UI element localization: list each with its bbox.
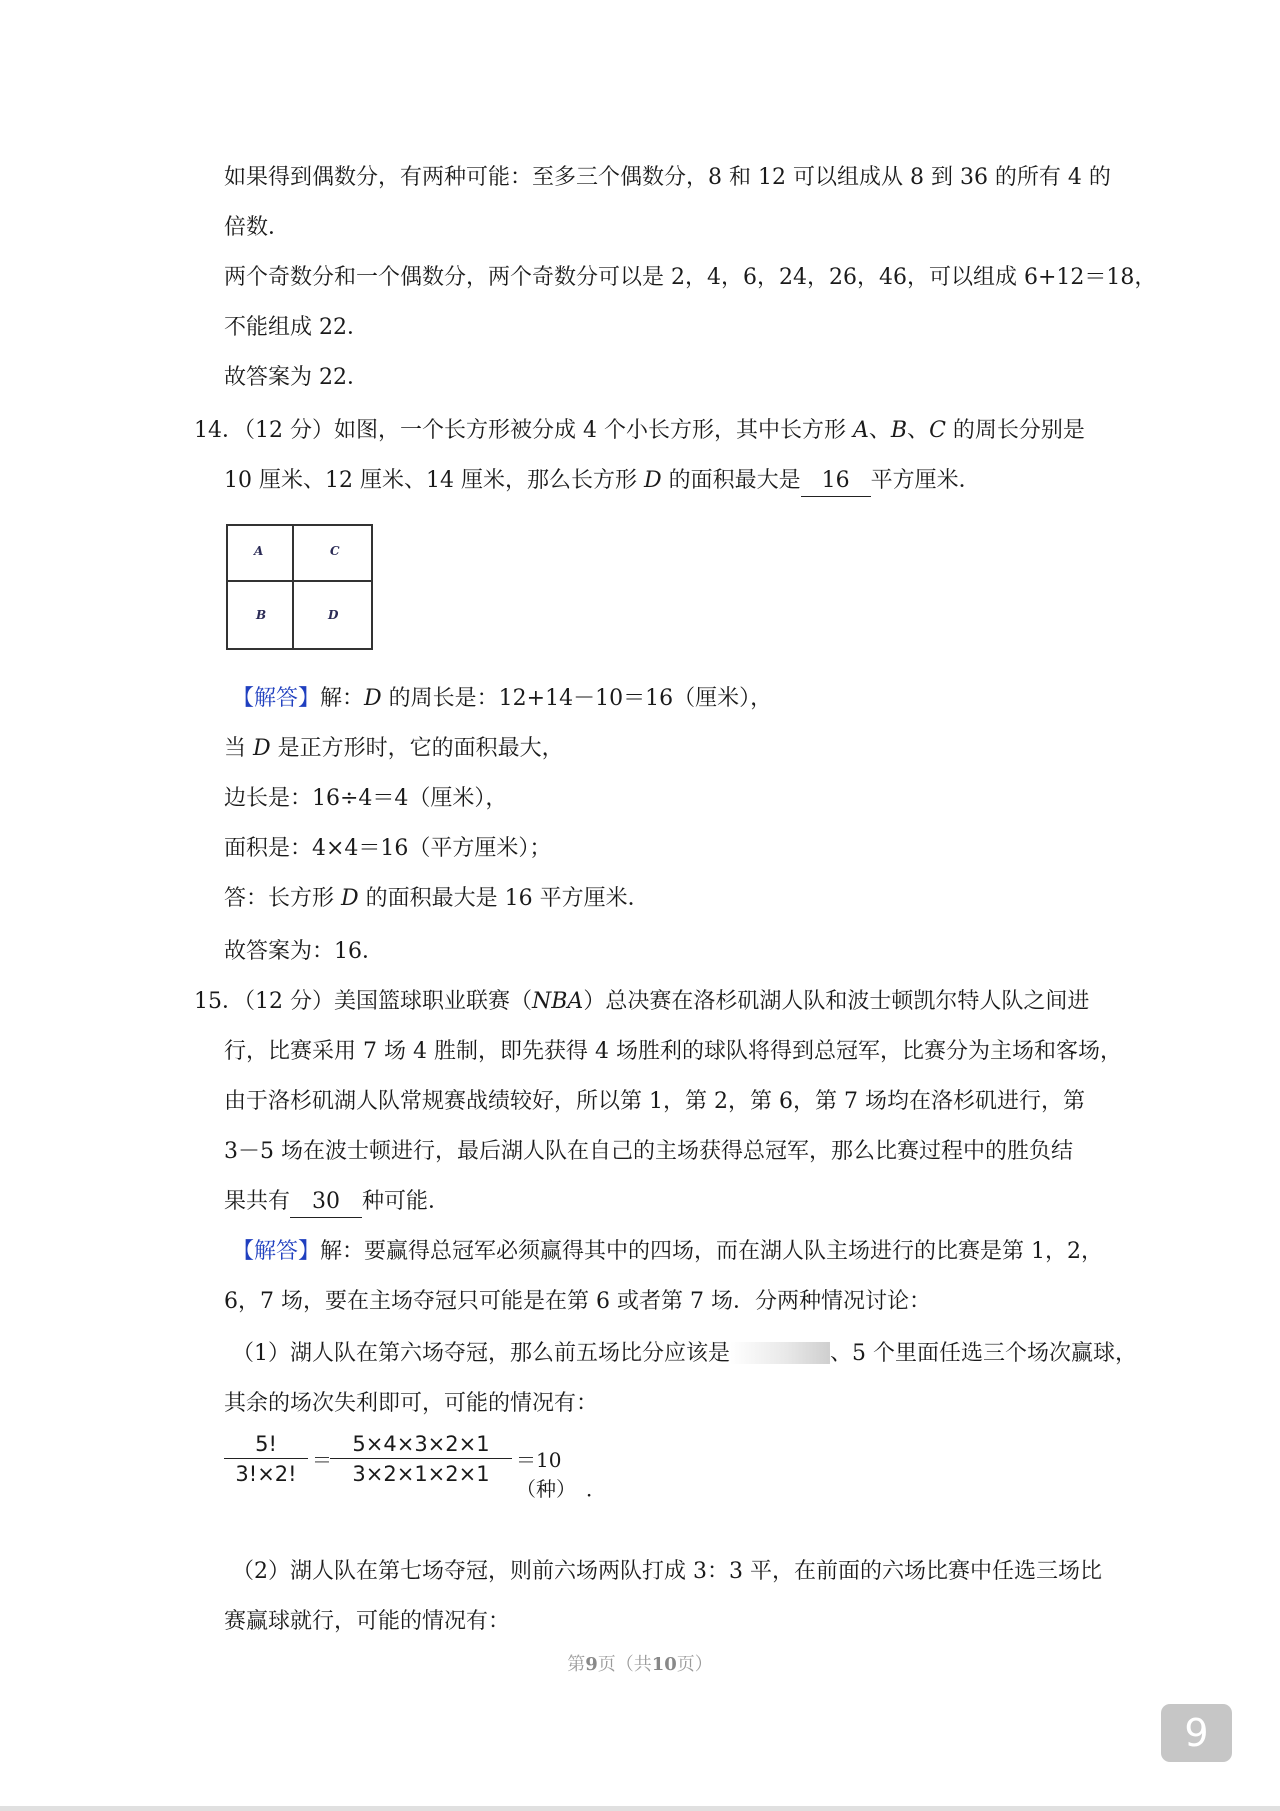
solution-line: 故答案为：16． <box>224 939 384 964</box>
solution-line: 6，7 场，要在主场夺冠只可能是在第 6 或者第 7 场．分两种情况讨论： <box>224 1289 931 1314</box>
question-14-stem: 14．（12 分）如图，一个长方形被分成 4 个小长方形，其中长方形 A、B、C 的周长分别是 <box>194 418 1085 443</box>
text-line: 果共有 30 种可能． <box>224 1187 1090 1218</box>
text-line: 如果得到偶数分，有两种可能：至多三个偶数分，8 和 12 可以组成从 8 到 36 的所有 4 的 <box>224 165 1111 190</box>
question-15-stem: 15．（12 分）美国篮球职业联赛（NBA）总决赛在洛杉矶湖人队和波士顿凯尔特人队之间进 <box>194 989 1090 1014</box>
text-line: 不能组成 22． <box>224 315 369 340</box>
page-number-badge[interactable]: 9 <box>1161 1704 1232 1762</box>
fraction-expanded: $\frac{5\times 4\times 3\times 2\times 1}{3\times 2\times 1\times 2\times 1}$ <box>330 1430 512 1487</box>
solution-line: （2）湖人队在第七场夺冠，则前六场两队打成 3：3 平，在前面的六场比赛中任选三场比 <box>232 1559 1102 1584</box>
text-line: 两个奇数分和一个偶数分，两个奇数分可以是 2，4，6，24，26，46，可以组成 6+12＝18， <box>224 265 1157 290</box>
divider-horizontal <box>228 580 371 582</box>
solution-tag: 【解答】 <box>232 1239 321 1264</box>
text-line: 3－5 场在波士顿进行，最后湖人队在自己的主场获得总冠军，那么比赛过程中的胜负结 <box>224 1139 1073 1164</box>
figure-label-d: D <box>328 608 339 622</box>
solution-line: 边长是：16÷4＝4（厘米）， <box>224 786 508 811</box>
answer-blank: 16 <box>801 466 871 497</box>
solution-line: 当 D 是正方形时，它的面积最大， <box>224 736 564 761</box>
solution-line: 【解答】解：D 的周长是：12+14－10＝16（厘米）， <box>232 686 773 711</box>
solution-line: 面积是：4×4＝16（平方厘米）； <box>224 836 552 861</box>
fraction-factorial: $\frac{5!}{3!\times 2!}$ <box>224 1430 308 1487</box>
figure-label-a: A <box>254 544 264 558</box>
document-page: 如果得到偶数分，有两种可能：至多三个偶数分，8 和 12 可以组成从 8 到 36 的所有 4 的 倍数． 两个奇数分和一个偶数分，两个奇数分可以是 2，4，6，24，26，46，可以组成 6+12＝18， 不能组成 22． 故答案为 22． 14．（12 分）如图，一个长方形被分成 4 个小长方形，其中长方形 A、B、C 的周长分别是 10 厘米、12 厘米、14 厘米，那么长方形 D 的面积最大是 16 平方厘米． A C B D 【解答】解：D 的周长是：12+14－10＝16（厘米）， 当 D 是正方形时，它的面积最大， 边长是：16÷4＝4（厘米）， 面积是：4×4＝16（平方厘米）； 答：长方形 D 的面积最大是 16 平方厘米． 故答案为：16． 15．（12 分）美国篮球职业联赛（NBA）总决赛在洛杉矶湖人队和波士顿凯尔特人队之间进 行，比赛采用 7 场 4 胜制，即先获得 4 场胜利的球队将得到总冠军，比赛分为主场和客场， 由于洛杉矶湖人队常规赛战绩较好，所以第 1，第 2，第 6，第 7 场均在洛杉矶进行，第 3－5 场在波士顿进行，最后湖人队在自己的主场获得总冠军，那么比赛过程中的胜负结 果共有 30 种可能． 【解答】解：要赢得总冠军必须赢得其中的四场，而在湖人队主场进行的比赛是第 1，2， 6，7 场，要在主场夺冠只可能是在第 6 或者第 7 场．分两种情况讨论： （1）湖人队在第六场夺冠，那么前五场比分应该是 、5 个里面任选三个场次赢球， 其余的场次失利即可，可能的情况有： $\frac{5!}{3!\times 2!}$ ＝ $\frac{5\times 4\times 3\times 2\times 1}{3\times 2\times 1\times 2\times 1}$ ＝10（种） ． （2）湖人队在第七场夺冠，则前六场两队打成 3：3 平，在前面的六场比赛中任选三场比 赛赢球就行，可能的情况有： 第9页（共10页） 9 <box>0 0 1280 1811</box>
solution-line: 【解答】解：要赢得总冠军必须赢得其中的四场，而在湖人队主场进行的比赛是第 1，2， <box>232 1239 1104 1264</box>
solution-tag: 【解答】 <box>232 686 321 711</box>
figure-label-b: B <box>256 608 267 622</box>
text-line: 倍数． <box>224 215 291 240</box>
figure-label-c: C <box>330 544 340 558</box>
solution-line: 赛赢球就行，可能的情况有： <box>224 1609 511 1634</box>
bottom-edge-bar <box>0 1806 1280 1811</box>
question-number: 15． <box>194 989 244 1014</box>
formula-result: ＝10（种） ． <box>516 1448 606 1501</box>
solution-line: 其余的场次失利即可，可能的情况有： <box>224 1391 599 1416</box>
rectangle-figure <box>226 524 373 650</box>
solution-line: （1）湖人队在第六场夺冠，那么前五场比分应该是 、5 个里面任选三个场次赢球， <box>232 1341 1137 1366</box>
divider-vertical <box>292 526 294 648</box>
text-line: 由于洛杉矶湖人队常规赛战绩较好，所以第 1，第 2，第 6，第 7 场均在洛杉矶进行，第 <box>224 1089 1085 1114</box>
solution-line: 答：长方形 D 的面积最大是 16 平方厘米． <box>224 886 650 911</box>
text-line: 行，比赛采用 7 场 4 胜制，即先获得 4 场胜利的球队将得到总冠军，比赛分为主场和客场， <box>224 1039 1122 1064</box>
smudged-text <box>730 1342 830 1364</box>
text-line: 故答案为 22． <box>224 365 369 390</box>
question-14-stem-line2: 10 厘米、12 厘米、14 厘米，那么长方形 D 的面积最大是 16 平方厘米． <box>224 466 1090 497</box>
answer-blank: 30 <box>290 1187 362 1218</box>
question-number: 14． <box>194 418 244 443</box>
page-footer: 第9页（共10页） <box>567 1654 713 1675</box>
